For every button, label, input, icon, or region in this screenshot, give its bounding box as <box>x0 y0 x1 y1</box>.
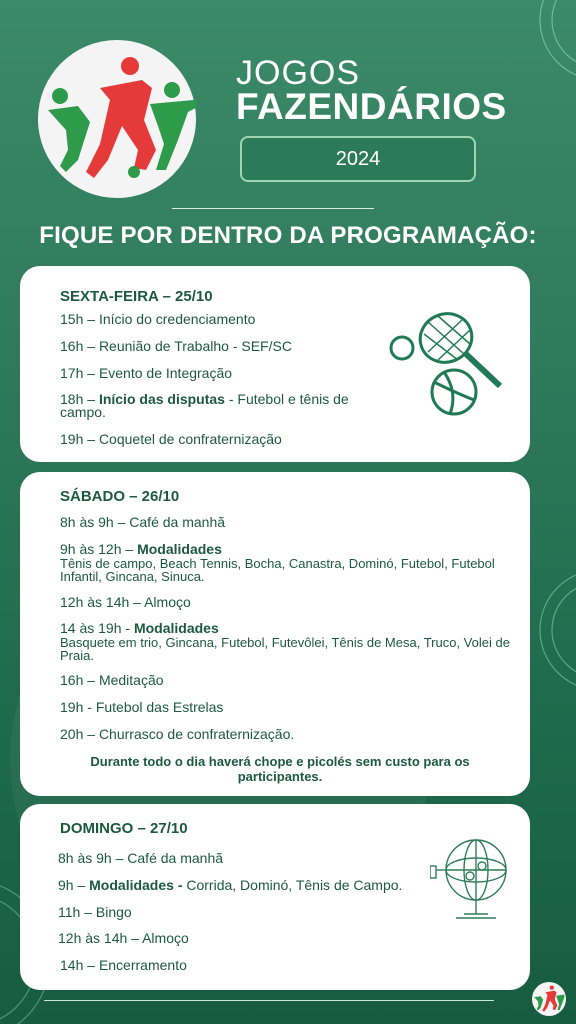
athletes-logo-icon <box>38 40 196 198</box>
year-badge: 2024 <box>240 136 476 182</box>
day-title: DOMINGO – 27/10 <box>60 820 188 837</box>
bingo-cage-icon <box>430 832 520 924</box>
headline: FIQUE POR DENTRO DA PROGRAMAÇÃO: <box>39 222 537 249</box>
list-item: 14 às 19h - Modalidades <box>60 620 219 636</box>
list-item: 19h - Futebol das Estrelas <box>60 699 224 715</box>
divider <box>44 1000 494 1001</box>
list-item: 12h às 14h – Almoço <box>60 594 191 610</box>
list-item: 9h – Modalidades - Corrida, Dominó, Tênis de Campo. <box>58 877 403 893</box>
day-title: SEXTA-FEIRA – 25/10 <box>60 288 213 305</box>
logo-badge <box>38 40 196 198</box>
list-item-detail: Tênis de campo, Beach Tennis, Bocha, Canastra, Dominó, Futebol, Futebol Infantil, Gincana, Sinuca. <box>60 556 495 584</box>
day-title: SÁBADO – 26/10 <box>60 488 180 505</box>
list-item: 20h – Churrasco de confraternização. <box>60 726 295 742</box>
list-item-detail: Basquete em trio, Gincana, Futebol, Futevôlei, Tênis de Mesa, Truco, Volei de Praia. <box>60 635 510 663</box>
list-item: 17h – Evento de Integração <box>60 365 233 381</box>
footer-logo <box>532 982 566 1016</box>
day-note: Durante todo o dia haverá chope e picolés sem custo para os participantes. <box>90 754 470 784</box>
list-item: 19h – Coquetel de confraternização <box>60 431 282 447</box>
list-item: 11h – Bingo <box>58 904 132 920</box>
schedule-card-saturday <box>20 472 530 796</box>
list-item: 8h às 9h – Café da manhã <box>58 850 224 866</box>
list-item: 16h – Meditação <box>60 672 164 688</box>
list-item: 12h às 14h – Almoço <box>58 930 189 946</box>
list-item: 8h às 9h – Café da manhã <box>60 514 226 530</box>
title-line2: FAZENDÁRIOS <box>236 86 507 127</box>
list-item: 18h – Início das disputas - Futebol e tênis de campo. <box>60 391 349 420</box>
title-line1: JOGOS <box>236 54 361 92</box>
tennis-racket-ball-icon <box>388 308 508 418</box>
list-item: 16h – Reunião de Trabalho - SEF/SC <box>60 338 292 354</box>
list-item: 15h – Início do credenciamento <box>60 311 256 327</box>
divider <box>172 208 374 209</box>
schedule-card-friday <box>20 266 530 462</box>
list-item: 9h às 12h – Modalidades <box>60 541 222 557</box>
schedule-card-sunday <box>20 804 530 990</box>
athletes-logo-icon <box>532 982 566 1016</box>
list-item: 14h – Encerramento <box>60 957 187 973</box>
